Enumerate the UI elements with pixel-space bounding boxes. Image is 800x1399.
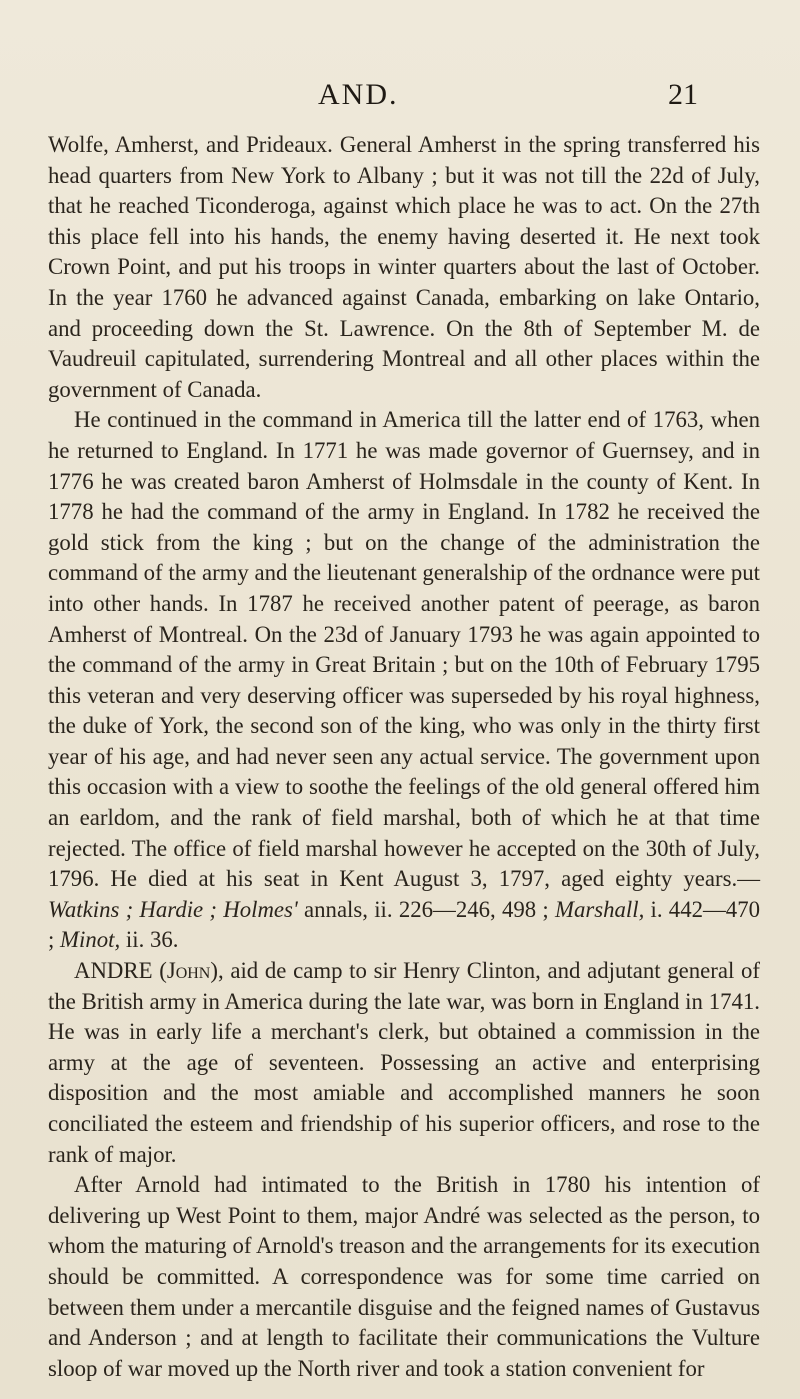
citation-author: Minot,: [60, 927, 121, 953]
paragraph-text: He continued in the command in America till the latter end of 1763, when he returned to England. In 1771 he was made governor of Guernsey, and in 1776 he was created baron Amherst of Holmsdale in the county of Kent. In 1778 he had the command of the army in England. In 1782 he received the gold stick from the king ; but on the change of the administration the command of the army and the lieutenant generalship of the ordnance were put into other hands. In 1787 he received another patent of peerage, as baron Amherst of Montreal. On the 23d of January 1793 he was again appointed to the command of the army in Great Britain ; but on the 10th of February 1795 this veteran and very deserving officer was superseded by his royal highness, the duke of York, the second son of the king, who was only in the thirty first year of his age, and had never seen any actual service. The government upon this occasion with a view to soothe the feelings of the old general offered him an earldom, and the rank of field marshal, both of which he at that time rejected. The office of field marshal however he accepted on the 30th of July, 1796. He died at his seat in Kent August 3, 1797, aged eighty years.—: [48, 407, 760, 892]
page-header: [0, 78, 800, 118]
body-text: [48, 130, 760, 1384]
entry-given-name: John: [166, 958, 211, 984]
citation-text: i. 442—470 ;: [48, 896, 760, 953]
paragraph-amherst-later-career: [48, 405, 760, 956]
entry-name: ANDRE: [74, 958, 153, 984]
paragraph-wolfe-amherst: Wolfe, Amherst, and Prideaux. General Amherst in the spring transferred his head quarters from New York to Albany ; but it was not till the 22d of July, that he reached Ticonderoga, against which place he was to act. On the 27th this place fell into his hands, the enemy having deserted it. He next took Crown Point, and put his troops in winter quarters about the last of October. In the year 1760 he advanced against Canada, embarking on lake Ontario, and proceeding down the St. Lawrence. On the 8th of September M. de Vaudreuil capitulated, surrendering Montreal and all other places within the government of Canada.: [48, 132, 760, 402]
page-number: 21: [668, 78, 698, 111]
citation-author: Marshall,: [554, 896, 645, 922]
running-head: AND.: [318, 78, 399, 111]
citation-authors: Watkins ; Hardie ; Holmes': [48, 896, 298, 922]
entry-punctuation: (: [152, 958, 167, 984]
citation-text: annals, ii. 226—246, 498 ;: [297, 896, 555, 922]
citation-text: ii. 36.: [120, 927, 179, 953]
entry-text: ), aid de camp to sir Henry Clinton, and adjutant general of the British army in America during the late war, was born in England in 1741. He was in early life a merchant's clerk, but obtained a commission in the army at the age of seventeen. Possessing an active and enterprising disposition and the most amiable and accomplished manners he soon conciliated the esteem and friendship of his superior officers, and rose to the rank of major.: [48, 958, 761, 1167]
paragraph-andre-arnold: After Arnold had intimated to the British in 1780 his intention of delivering up West Point to them, major André was selected as the person, to whom the maturing of Arnold's treason and the arrangements for its execution should be committed. A correspondence was for some time carried on between them under a mercantile disguise and the feigned names of Gustavus and Anderson ; and at length to facilitate their communications the Vulture sloop of war moved up the North river and took a station convenient for: [48, 1172, 760, 1381]
entry-andre: [48, 956, 760, 1170]
